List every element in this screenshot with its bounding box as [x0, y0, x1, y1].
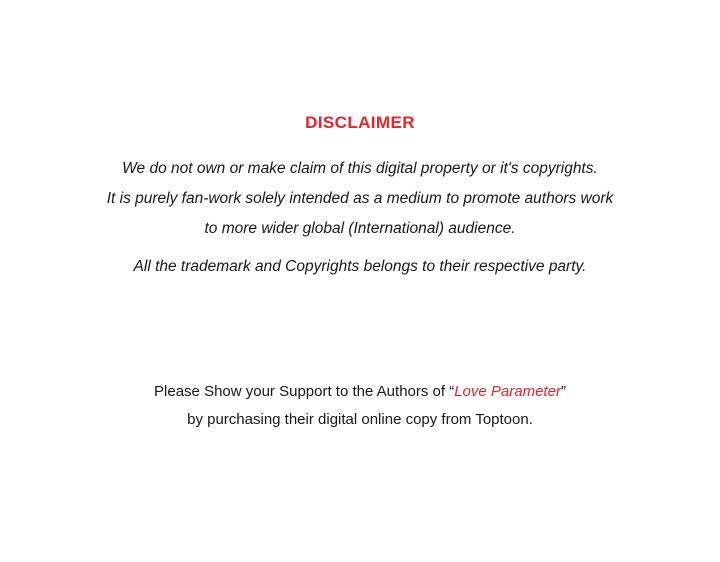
trademark-notice: All the trademark and Copyrights belongs to their respective party.: [133, 258, 587, 275]
page-title: DISCLAIMER: [305, 113, 415, 132]
support-message: [0, 378, 720, 434]
work-title-text: Love Parameter: [454, 383, 561, 400]
support-suffix-text: ”: [560, 383, 566, 400]
disclaimer-body: [0, 154, 720, 244]
disclaimer-body-line-2: It is purely fan-work solely intended as a medium to promote authors work: [106, 190, 614, 207]
support-prefix-text: Please Show your Support to the Authors of “: [154, 383, 455, 400]
support-line-2: by purchasing their digital online copy from Toptoon.: [187, 411, 533, 428]
disclaimer-body-line-3: to more wider global (International) audience.: [204, 220, 516, 237]
support-line-1: [0, 378, 720, 406]
disclaimer-body-line-1: We do not own or make claim of this digital property or it's copyrights.: [122, 160, 598, 177]
